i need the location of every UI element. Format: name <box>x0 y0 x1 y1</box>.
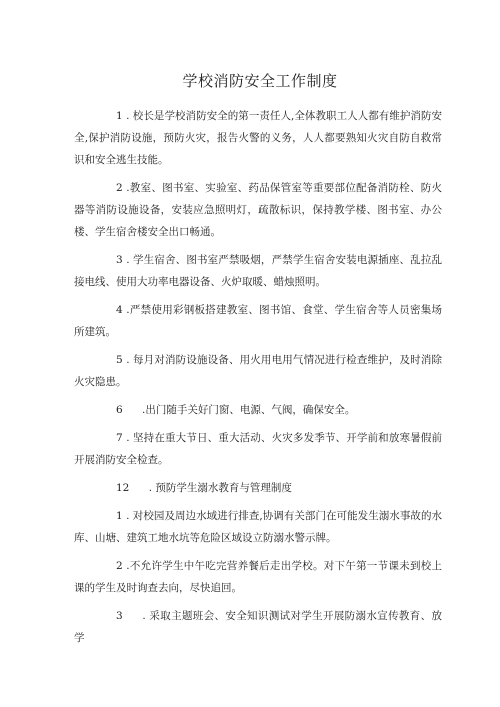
paragraph-text: . 对校园及周边水域进行排查,协调有关部门在可能发生溺水事故的水库、山塘、建筑工地水坑等危险区域设立防溺水警示牌。 <box>74 510 442 544</box>
paragraph-number: 6 <box>116 404 123 416</box>
paragraph-11 <box>74 605 442 649</box>
paragraph-4 <box>74 299 442 343</box>
paragraph-text: .严禁使用彩钢板搭建教室、图书馆、食堂、学生宿舍等人员密集场所建筑。 <box>74 304 442 338</box>
paragraph-3 <box>74 249 442 293</box>
paragraph-number: 7 <box>116 432 123 444</box>
paragraph-text: . 预防学生溺水教育与管理制度 <box>148 482 292 494</box>
paragraph-6 <box>74 399 442 421</box>
paragraph-7 <box>74 427 442 471</box>
paragraph-1 <box>74 105 442 171</box>
paragraph-9 <box>74 505 442 549</box>
paragraph-2 <box>74 177 442 243</box>
paragraph-number: 2 <box>116 182 123 194</box>
paragraph-number: 2 <box>116 560 123 572</box>
section-heading <box>74 477 442 499</box>
paragraph-number: 4 <box>116 304 123 316</box>
paragraph-5 <box>74 349 442 393</box>
paragraph-10 <box>74 555 442 599</box>
paragraph-text: . 每月对消防设施设备、用火用电用气情况进行检查维护，及时消除火灾隐患。 <box>74 354 442 388</box>
paragraph-number: 1 <box>116 510 123 522</box>
document-title: 学校消防安全工作制度 <box>182 72 338 90</box>
paragraph-text: .教室、图书室、实验室、药品保管室等重要部位配备消防栓、防火器等消防设施设备，安装应急照明灯，疏散标识，保持教学楼、图书室、办公楼、学生宿舍楼安全出口畅通。 <box>74 182 442 238</box>
paragraph-text: . 采取主题班会、安全知识测试对学生开展防溺水宣传教育、放学 <box>74 610 442 644</box>
paragraph-number: 12 <box>116 482 130 494</box>
paragraph-text: . 坚持在重大节日、重大活动、火灾多发季节、开学前和放寒暑假前开展消防安全检查。 <box>74 432 442 466</box>
paragraph-text: . 校长是学校消防安全的第一责任人,全体教职工人人都有维护消防安全,保护消防设施，预防火灾，报告火警的义务，人人都要熟知火灾自防自救常识和安全逃生技能。 <box>74 110 442 166</box>
paragraph-number: 5 <box>116 354 123 366</box>
paragraph-text: . 学生宿舍、图书室严禁吸烟，严禁学生宿舍安装电源插座、乱拉乱接电线、使用大功率电器设备、火炉取暖、蜡烛照明。 <box>74 254 442 288</box>
paragraph-number: 3 <box>116 254 123 266</box>
paragraph-text: .出门随手关好门窗、电源、气阀，确保安全。 <box>142 404 356 416</box>
paragraph-number: 1 <box>116 110 123 122</box>
paragraph-number: 3 <box>116 610 123 622</box>
paragraph-text: .不允许学生中午吃完营养餐后走出学校。对下午第一节课未到校上课的学生及时询查去向，尽快追回。 <box>74 560 442 594</box>
